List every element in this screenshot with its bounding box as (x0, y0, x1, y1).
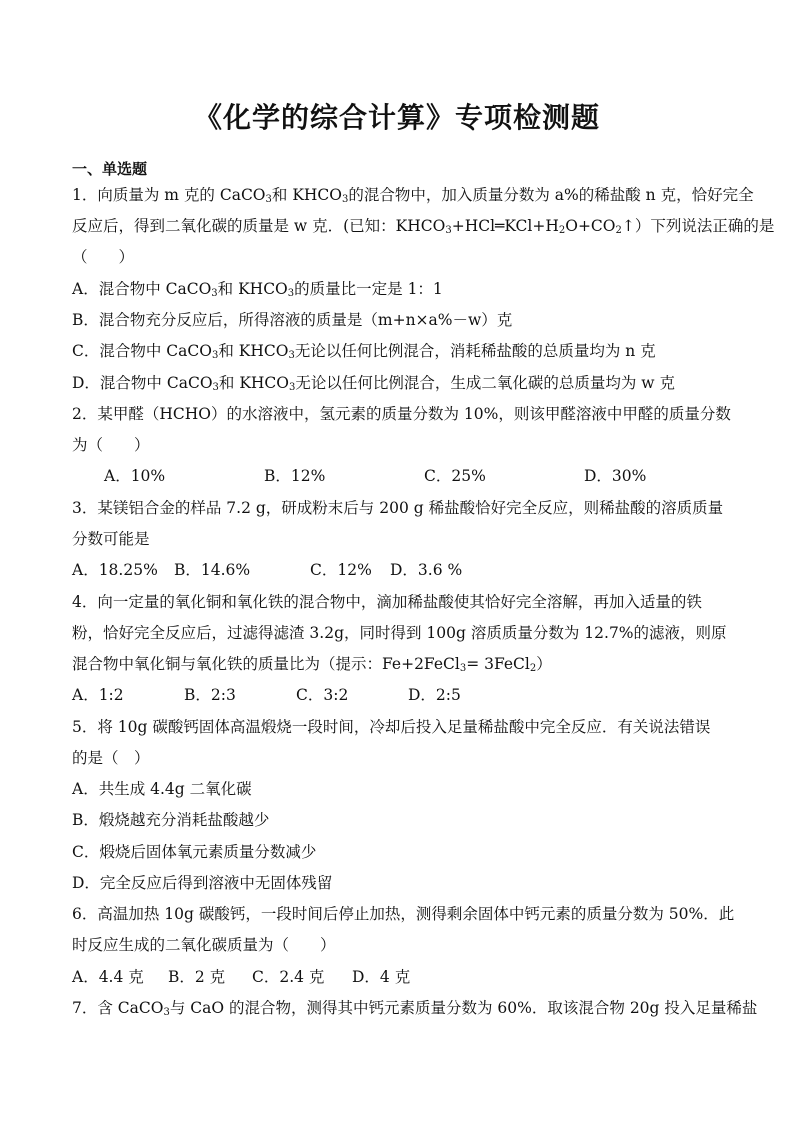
q1-line-3: （ ） (72, 248, 135, 266)
q2-line-2: 为（ ） (72, 436, 150, 454)
q3-line-2: 分数可能是 (72, 530, 150, 548)
q6-option-c: C．2.4 克 (252, 968, 325, 986)
q6-option-a: A．4.4 克 (72, 968, 144, 986)
q2-line-1: 2．某甲醛（HCHO）的水溶液中，氢元素的质量分数为 10%，则该甲醛溶液中甲醛的质量分数 (72, 405, 731, 423)
q2-option-d: D．30% (584, 467, 647, 485)
q5-option-c: C．煅烧后固体氧元素质量分数减少 (72, 843, 317, 861)
q3-option-a: A．18.25% (72, 561, 158, 579)
q2-option-c: C．25% (424, 467, 486, 485)
q6-option-b: B．2 克 (168, 968, 226, 986)
q4-line-3: 混合物中氧化铜与氧化铁的质量比为（提示：Fe+2FeCl$_3$= 3FeCl$_2$） (72, 655, 552, 674)
q6-option-d: D．4 克 (352, 968, 411, 986)
q7-line-1: 7．含 CaCO$_3$与 CaO 的混合物，测得其中钙元素质量分数为 60%．取该混合物 20g 投入足量稀盐 (72, 999, 758, 1018)
q5-option-d: D．完全反应后得到溶液中无固体残留 (72, 874, 333, 892)
q6-line-2: 时反应生成的二氧化碳质量为（ ） (72, 936, 336, 954)
q2-option-a: A．10% (104, 467, 166, 485)
q1-line-2: 反应后，得到二氧化碳的质量是 w 克．(已知：$KHCO_3+HCl═KCl+H_2O+CO_2↑$）下列说法正确的是 (72, 217, 775, 236)
q1-option-d: D．混合物中 CaCO$_3$和 $KHCO_3$无论以任何比例混合，生成二氧化碳的总质量均为 w 克 (72, 374, 675, 393)
q5-option-a: A．共生成 4.4g 二氧化碳 (72, 780, 252, 798)
q2-options (104, 464, 646, 488)
document-title: 《化学的综合计算》专项检测题 (193, 101, 600, 134)
q3-option-b: B．14.6% (174, 561, 251, 579)
q4-option-a: A．1:2 (72, 686, 124, 704)
q3-option-d: D．3.6 % (390, 561, 463, 579)
q6-options (72, 965, 410, 989)
q5-line-2: 的是（ ） (72, 749, 150, 767)
q1-option-c: C．混合物中 CaCO$_3$和 $KHCO_3$无论以任何比例混合，消耗稀盐酸的总质量均为 n 克 (72, 342, 656, 361)
section-heading: 一、单选题 (72, 160, 148, 178)
q4-option-c: C．3:2 (296, 686, 349, 704)
q1-option-a: A．混合物中 CaCO$_3$和 $KHCO_3$的质量比一定是 1：1 (72, 280, 443, 299)
q6-line-1: 6．高温加热 10g 碳酸钙，一段时间后停止加热，测得剩余固体中钙元素的质量分数为 50%．此 (72, 905, 735, 923)
q2-option-b: B．12% (264, 467, 326, 485)
q4-line-2: 粉，恰好完全反应后，过滤得滤渣 3.2g，同时得到 100g 溶质质量分数为 12.7%的滤液，则原 (72, 624, 727, 642)
q4-line-1: 4．向一定量的氧化铜和氧化铁的混合物中，滴加稀盐酸使其恰好完全溶解，再加入适量的铁 (72, 593, 702, 611)
q3-options (72, 558, 462, 582)
q4-options (72, 683, 461, 707)
q5-option-b: B．煅烧越充分消耗盐酸越少 (72, 811, 270, 829)
q4-option-b: B．2:3 (184, 686, 236, 704)
q4-option-d: D．2:5 (408, 686, 461, 704)
q1-option-b: B．混合物充分反应后，所得溶液的质量是（m+n×a%－w）克 (72, 311, 513, 329)
q1-line-1: 1．向质量为 m 克的 CaCO$_3$和 $KHCO_3$的混合物中，加入质量分数为 a%的稀盐酸 n 克，恰好完全 (72, 186, 754, 205)
q3-line-1: 3．某镁铝合金的样品 7.2 g，研成粉末后与 200 g 稀盐酸恰好完全反应，则稀盐酸的溶质质量 (72, 499, 724, 517)
q5-line-1: 5．将 10g 碳酸钙固体高温煅烧一段时间，冷却后投入足量稀盐酸中完全反应．有关说法错误 (72, 718, 711, 736)
q3-option-c: C．12% (310, 561, 372, 579)
